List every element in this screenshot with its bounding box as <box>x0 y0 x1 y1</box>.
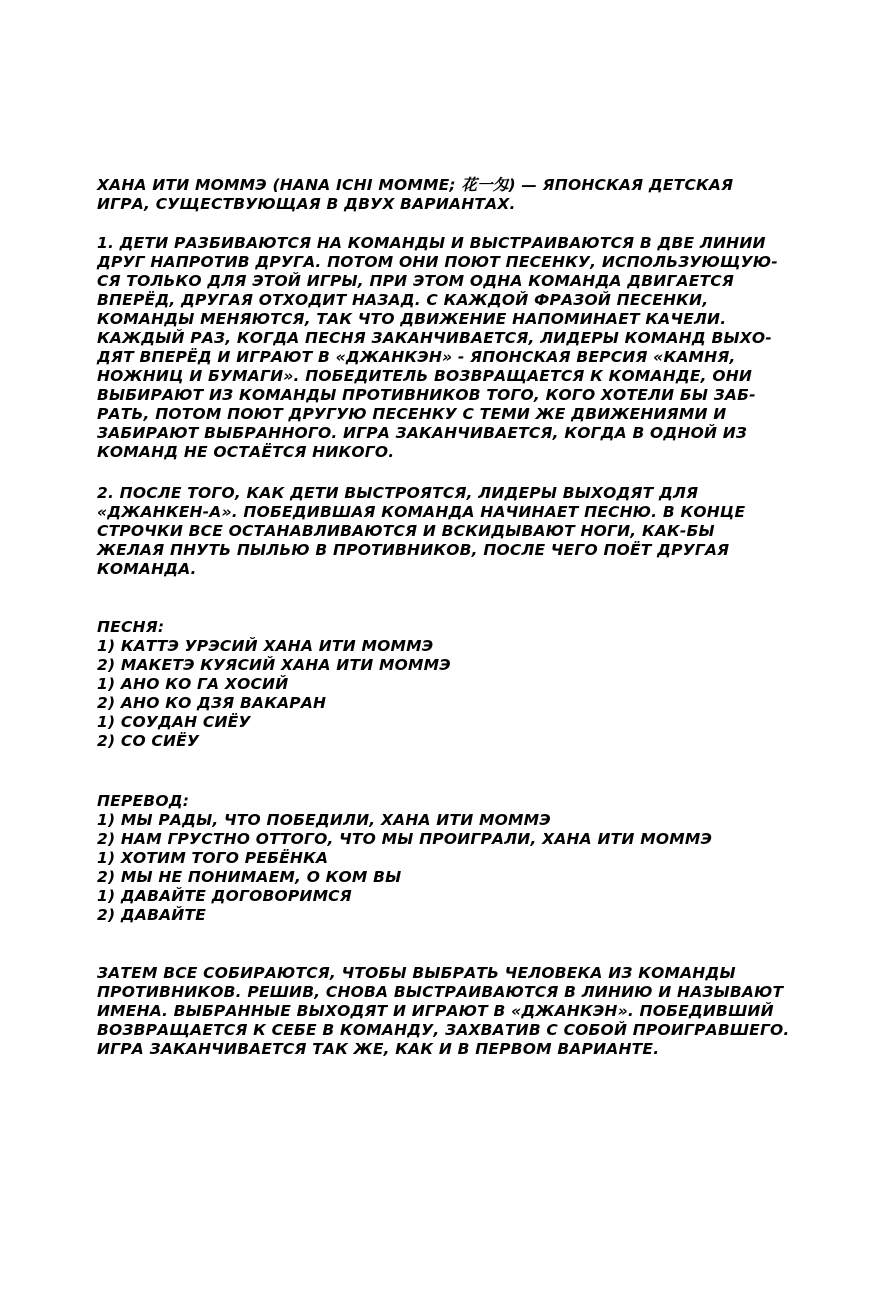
song-line: 1) АНО КО ГА ХОСИЙ <box>97 675 289 693</box>
outro-paragraph <box>97 964 827 1059</box>
text-line: СТРОЧКИ ВСЕ ОСТАНАВЛИВАЮТСЯ И ВСКИДЫВАЮТ НОГИ, КАК-БЫ <box>97 522 715 540</box>
text-line: ВПЕРЁД, ДРУГАЯ ОТХОДИТ НАЗАД. С КАЖДОЙ ФРАЗОЙ ПЕСЕНКИ, <box>97 291 709 309</box>
text-line: ХАНА ИТИ МОММЭ (HANA ICHI MOMME; 花一匁) — ЯПОНСКАЯ ДЕТСКАЯ <box>97 176 734 194</box>
song-section <box>97 618 827 751</box>
song-line: 1) СОУДАН СИЁУ <box>97 713 251 731</box>
text-line: ИГРА ЗАКАНЧИВАЕТСЯ ТАК ЖЕ, КАК И В ПЕРВОМ ВАРИАНТЕ. <box>97 1040 660 1058</box>
translation-line: 1) ХОТИМ ТОГО РЕБЁНКА <box>97 849 329 867</box>
song-line: 1) КАТТЭ УРЭСИЙ ХАНА ИТИ МОММЭ <box>97 637 434 655</box>
text-line: ИМЕНА. ВЫБРАННЫЕ ВЫХОДЯТ И ИГРАЮТ В «ДЖАНКЭН». ПОБЕДИВШИЙ <box>97 1002 774 1020</box>
translation-line: 2) ДАВАЙТЕ <box>97 906 207 924</box>
text-line: ВЫБИРАЮТ ИЗ КОМАНДЫ ПРОТИВНИКОВ ТОГО, КОГО ХОТЕЛИ БЫ ЗАБ- <box>97 386 756 404</box>
text-line: КОМАНДА. <box>97 560 197 578</box>
song-line: 2) МАКЕТЭ КУЯСИЙ ХАНА ИТИ МОММЭ <box>97 656 451 674</box>
translation-heading: ПЕРЕВОД: <box>97 792 190 810</box>
text-line: КОМАНД НЕ ОСТАЁТСЯ НИКОГО. <box>97 443 395 461</box>
text-line: РАТЬ, ПОТОМ ПОЮТ ДРУГУЮ ПЕСЕНКУ С ТЕМИ ЖЕ ДВИЖЕНИЯМИ И <box>97 405 727 423</box>
text-line: 2. ПОСЛЕ ТОГО, КАК ДЕТИ ВЫСТРОЯТСЯ, ЛИДЕРЫ ВЫХОДЯТ ДЛЯ <box>97 484 699 502</box>
text-line: ВОЗВРАЩАЕТСЯ К СЕБЕ В КОМАНДУ, ЗАХВАТИВ С СОБОЙ ПРОИГРАВШЕГО. <box>97 1021 790 1039</box>
text-line: ЖЕЛАЯ ПНУТЬ ПЫЛЬЮ В ПРОТИВНИКОВ, ПОСЛЕ ЧЕГО ПОЁТ ДРУГАЯ <box>97 541 730 559</box>
text-line: ЗАБИРАЮТ ВЫБРАННОГО. ИГРА ЗАКАНЧИВАЕТСЯ, КОГДА В ОДНОЙ ИЗ <box>97 424 748 442</box>
text-line: ДРУГ НАПРОТИВ ДРУГА. ПОТОМ ОНИ ПОЮТ ПЕСЕНКУ, ИСПОЛЬЗУЮЩУЮ- <box>97 253 778 271</box>
intro-paragraph <box>97 176 827 214</box>
translation-line: 2) НАМ ГРУСТНО ОТТОГО, ЧТО МЫ ПРОИГРАЛИ, ХАНА ИТИ МОММЭ <box>97 830 713 848</box>
text-line: ДЯТ ВПЕРЁД И ИГРАЮТ В «ДЖАНКЭН» - ЯПОНСКАЯ ВЕРСИЯ «КАМНЯ, <box>97 348 736 366</box>
text-line: 1. ДЕТИ РАЗБИВАЮТСЯ НА КОМАНДЫ И ВЫСТРАИВАЮТСЯ В ДВЕ ЛИНИИ <box>97 234 766 252</box>
song-line: 2) АНО КО ДЗЯ ВАКАРАН <box>97 694 327 712</box>
text-line: НОЖНИЦ И БУМАГИ». ПОБЕДИТЕЛЬ ВОЗВРАЩАЕТСЯ К КОМАНДЕ, ОНИ <box>97 367 753 385</box>
text-line: ПРОТИВНИКОВ. РЕШИВ, СНОВА ВЫСТРАИВАЮТСЯ В ЛИНИЮ И НАЗЫВАЮТ <box>97 983 784 1001</box>
variant-1-paragraph <box>97 234 827 462</box>
text-line: «ДЖАНКЕН-А». ПОБЕДИВШАЯ КОМАНДА НАЧИНАЕТ ПЕСНЮ. В КОНЦЕ <box>97 503 746 521</box>
variant-2-paragraph <box>97 484 827 579</box>
text-line: ИГРА, СУЩЕСТВУЮЩАЯ В ДВУХ ВАРИАНТАХ. <box>97 195 516 213</box>
text-line: КАЖДЫЙ РАЗ, КОГДА ПЕСНЯ ЗАКАНЧИВАЕТСЯ, ЛИДЕРЫ КОМАНД ВЫХО- <box>97 329 772 347</box>
text-line: КОМАНДЫ МЕНЯЮТСЯ, ТАК ЧТО ДВИЖЕНИЕ НАПОМИНАЕТ КАЧЕЛИ. <box>97 310 727 328</box>
translation-line: 2) МЫ НЕ ПОНИМАЕМ, О КОМ ВЫ <box>97 868 402 886</box>
translation-line: 1) МЫ РАДЫ, ЧТО ПОБЕДИЛИ, ХАНА ИТИ МОММЭ <box>97 811 551 829</box>
text-line: СЯ ТОЛЬКО ДЛЯ ЭТОЙ ИГРЫ, ПРИ ЭТОМ ОДНА КОМАНДА ДВИГАЕТСЯ <box>97 272 735 290</box>
song-line: 2) СО СИЁУ <box>97 732 200 750</box>
text-line: ЗАТЕМ ВСЕ СОБИРАЮТСЯ, ЧТОБЫ ВЫБРАТЬ ЧЕЛОВЕКА ИЗ КОМАНДЫ <box>97 964 736 982</box>
song-heading: ПЕСНЯ: <box>97 618 165 636</box>
translation-line: 1) ДАВАЙТЕ ДОГОВОРИМСЯ <box>97 887 352 905</box>
translation-section <box>97 792 827 925</box>
